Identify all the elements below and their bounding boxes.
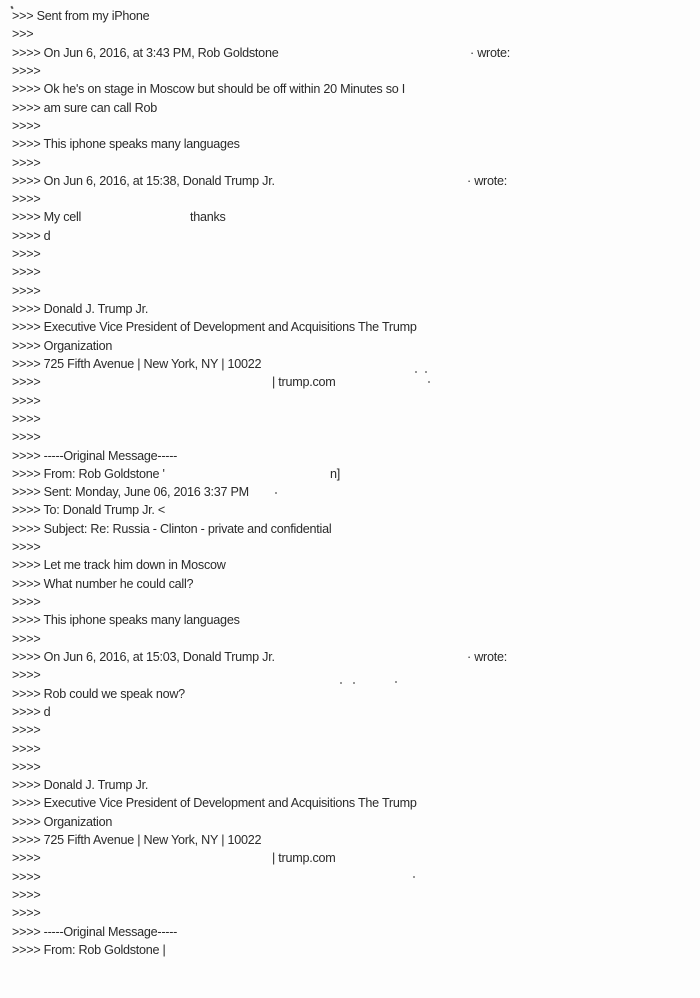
email-line bbox=[12, 190, 700, 208]
email-line bbox=[12, 62, 700, 80]
email-line bbox=[12, 721, 700, 739]
email-line-text: >>>> Executive Vice President of Development and Acquisitions The Trump bbox=[12, 796, 417, 811]
email-line-text: >>>> bbox=[12, 247, 41, 262]
email-line-text: >>>> Donald J. Trump Jr. bbox=[12, 778, 149, 793]
email-line-text: >>>> bbox=[12, 63, 41, 78]
email-line bbox=[12, 300, 700, 318]
email-line-text: >>>> bbox=[12, 595, 41, 609]
email-line bbox=[12, 227, 700, 245]
email-line bbox=[12, 813, 700, 831]
email-line bbox=[12, 355, 700, 373]
email-line-text: >>>> 725 Fifth Avenue | New York, NY | 10022 bbox=[12, 356, 262, 371]
email-line bbox=[12, 703, 700, 721]
email-line-text: >>>> 725 Fifth Avenue | New York, NY | 10022 bbox=[12, 833, 262, 848]
email-line-text: >>>> bbox=[12, 155, 41, 170]
email-line-text: >>>> bbox=[12, 411, 41, 426]
redaction-residue-mark bbox=[415, 371, 417, 373]
email-line bbox=[12, 465, 700, 483]
redaction-residue-mark bbox=[413, 876, 415, 878]
email-line-text: >>>> Organization bbox=[12, 814, 113, 829]
email-line-text: >>>> bbox=[12, 631, 41, 646]
email-line-text: >>>> bbox=[12, 888, 41, 902]
email-line-text: >>>> From: Rob Goldstone | bbox=[12, 942, 166, 957]
email-line-text: >>>> My cell bbox=[12, 210, 82, 225]
email-line bbox=[12, 666, 700, 684]
wrote-label: · wrote: bbox=[470, 45, 510, 60]
email-line bbox=[12, 758, 700, 776]
email-line-text: >>>> d bbox=[12, 704, 51, 719]
redaction-residue-mark bbox=[340, 682, 342, 684]
email-line-text: >>>> bbox=[12, 851, 41, 866]
email-line-text: >>>> am sure can call Rob bbox=[12, 100, 157, 115]
email-line-text: >>>> Subject: Re: Russia - Clinton - private and confidential bbox=[12, 521, 332, 536]
email-line-text: >>>> bbox=[12, 540, 41, 555]
email-line bbox=[12, 337, 700, 355]
redaction-residue-mark bbox=[395, 681, 397, 683]
email-line-text: >>> Sent from my iPhone bbox=[12, 9, 150, 23]
email-line-text: >>>> Ok he's on stage in Moscow but should be off within 20 Minutes so I bbox=[12, 82, 406, 97]
email-line-text: >>>> On Jun 6, 2016, at 3:43 PM, Rob Goldstone bbox=[12, 45, 279, 60]
email-line bbox=[12, 154, 700, 172]
redaction-residue-mark bbox=[425, 371, 427, 373]
email-line bbox=[12, 538, 700, 556]
email-line-text: >>>> Donald J. Trump Jr. bbox=[12, 302, 149, 316]
email-line-text: >>>> From: Rob Goldstone ' bbox=[12, 466, 165, 481]
website-text: | trump.com bbox=[272, 375, 336, 390]
email-line bbox=[12, 208, 700, 226]
email-line-text: >>>> What number he could call? bbox=[12, 576, 194, 591]
email-line bbox=[12, 501, 700, 519]
email-line bbox=[12, 7, 700, 25]
email-line bbox=[12, 172, 700, 190]
email-thread-text bbox=[12, 7, 700, 959]
email-line-text: >>>> bbox=[12, 118, 41, 133]
email-line bbox=[12, 740, 700, 758]
email-line bbox=[12, 776, 700, 794]
email-line-text: >>>> d bbox=[12, 228, 51, 243]
email-line-text: >>>> Organization bbox=[12, 338, 113, 353]
email-line-trailing-text: thanks bbox=[190, 210, 226, 225]
email-line-text: >>>> bbox=[12, 869, 41, 884]
email-line bbox=[12, 648, 700, 666]
email-line bbox=[12, 392, 700, 410]
email-line-text: >>>> bbox=[12, 759, 41, 774]
redaction-residue-mark bbox=[275, 492, 277, 494]
email-line bbox=[12, 923, 700, 941]
wrote-label: · wrote: bbox=[467, 649, 507, 664]
email-line-text: >>>> This iphone speaks many languages bbox=[12, 137, 240, 152]
wrote-label: n] bbox=[330, 466, 341, 481]
email-line bbox=[12, 794, 700, 812]
email-line-text: >>>> bbox=[12, 741, 41, 756]
email-line-text: >>>> -----Original Message----- bbox=[12, 924, 178, 939]
email-line bbox=[12, 318, 700, 336]
email-line-text: >>>> bbox=[12, 668, 41, 683]
email-line bbox=[12, 263, 700, 281]
email-line-text: >>>> Sent: Monday, June 06, 2016 3:37 PM bbox=[12, 485, 249, 500]
email-line bbox=[12, 849, 700, 867]
redaction-residue-mark bbox=[353, 682, 355, 684]
email-line-text: >>>> bbox=[12, 393, 41, 408]
email-line-text: >>>> Let me track him down in Moscow bbox=[12, 558, 226, 573]
email-line-text: >>>> This iphone speaks many languages bbox=[12, 613, 240, 628]
email-line bbox=[12, 941, 700, 959]
email-line-text: >>>> -----Original Message----- bbox=[12, 448, 178, 463]
email-line bbox=[12, 520, 700, 538]
email-line bbox=[12, 630, 700, 648]
email-line-text: >>>> bbox=[12, 192, 41, 207]
email-line bbox=[12, 868, 700, 886]
email-line bbox=[12, 245, 700, 263]
email-line-text: >>>> bbox=[12, 723, 41, 738]
email-line-text: >>>> bbox=[12, 283, 41, 298]
email-line bbox=[12, 410, 700, 428]
email-line bbox=[12, 99, 700, 117]
email-line bbox=[12, 447, 700, 465]
email-line-text: >>> bbox=[12, 27, 34, 42]
email-line-text: >>>> bbox=[12, 430, 41, 445]
email-line-text: >>>> On Jun 6, 2016, at 15:38, Donald Trump Jr. bbox=[12, 173, 275, 188]
email-line bbox=[12, 428, 700, 446]
email-line bbox=[12, 135, 700, 153]
email-line bbox=[12, 831, 700, 849]
email-line-text: >>>> bbox=[12, 265, 41, 280]
email-line-text: >>>> bbox=[12, 906, 41, 921]
email-line bbox=[12, 282, 700, 300]
email-line bbox=[12, 556, 700, 574]
email-line bbox=[12, 117, 700, 135]
email-line bbox=[12, 373, 700, 391]
email-line bbox=[12, 80, 700, 98]
email-line bbox=[12, 886, 700, 904]
email-line bbox=[12, 483, 700, 501]
email-line bbox=[12, 25, 700, 43]
email-line bbox=[12, 593, 700, 611]
email-line-text: >>>> Executive Vice President of Development and Acquisitions The Trump bbox=[12, 320, 417, 335]
email-line-text: >>>> bbox=[12, 375, 41, 390]
website-text: | trump.com bbox=[272, 851, 336, 866]
email-line bbox=[12, 904, 700, 922]
email-line bbox=[12, 44, 700, 62]
email-line-text: >>>> To: Donald Trump Jr. < bbox=[12, 503, 165, 518]
email-line bbox=[12, 611, 700, 629]
email-line bbox=[12, 685, 700, 703]
email-line-text: >>>> On Jun 6, 2016, at 15:03, Donald Trump Jr. bbox=[12, 649, 275, 664]
email-line bbox=[12, 575, 700, 593]
wrote-label: · wrote: bbox=[467, 173, 507, 188]
email-line-text: >>>> Rob could we speak now? bbox=[12, 686, 185, 701]
redaction-residue-mark bbox=[428, 381, 430, 383]
